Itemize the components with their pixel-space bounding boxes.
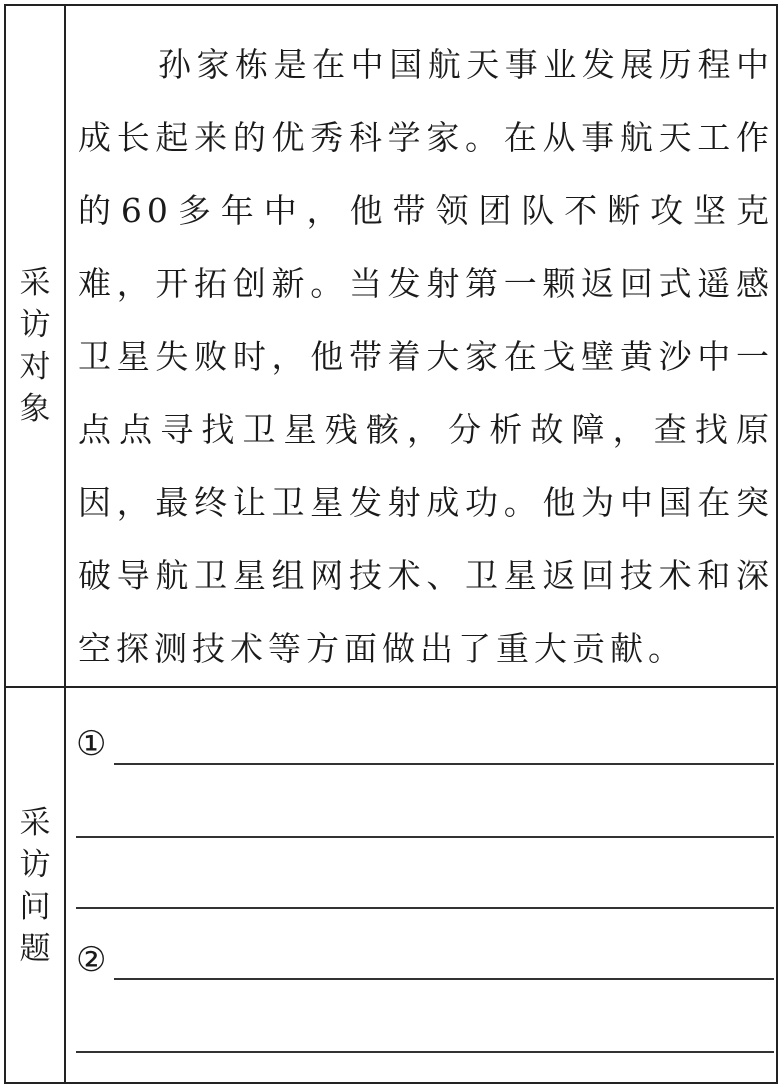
question-marker-1: ①	[76, 724, 107, 764]
subject-description: 孙家栋是在中国航天事业发展历程中成长起来的优秀科学家。在从事航天工作的60多年中，他带领团队不断攻坚克难，开拓创新。当发射第一颗返回式遥感卫星失败时，他带着大家在戈壁黄沙中一点点寻找卫星残骸，分析故障，查找原因，最终让卫星发射成功。他为中国在突破导航卫星组网技术、卫星返回技术和深空探测技术等方面做出了重大贡献。	[78, 45, 774, 668]
questions-label-text: 采访问题	[19, 805, 51, 967]
answer-line-1b[interactable]	[76, 836, 774, 838]
row-divider	[6, 686, 776, 688]
answer-line-2b[interactable]	[76, 1051, 774, 1053]
interview-table	[4, 4, 778, 1084]
column-divider	[64, 6, 66, 1082]
question-marker-2: ②	[76, 940, 107, 980]
questions-row-label	[6, 688, 64, 1084]
subject-label-text: 采访对象	[19, 265, 51, 427]
answer-line-1a[interactable]	[114, 763, 774, 765]
subject-row-label	[6, 6, 64, 686]
answer-line-1c[interactable]	[76, 907, 774, 909]
answer-line-2a[interactable]	[114, 978, 774, 980]
